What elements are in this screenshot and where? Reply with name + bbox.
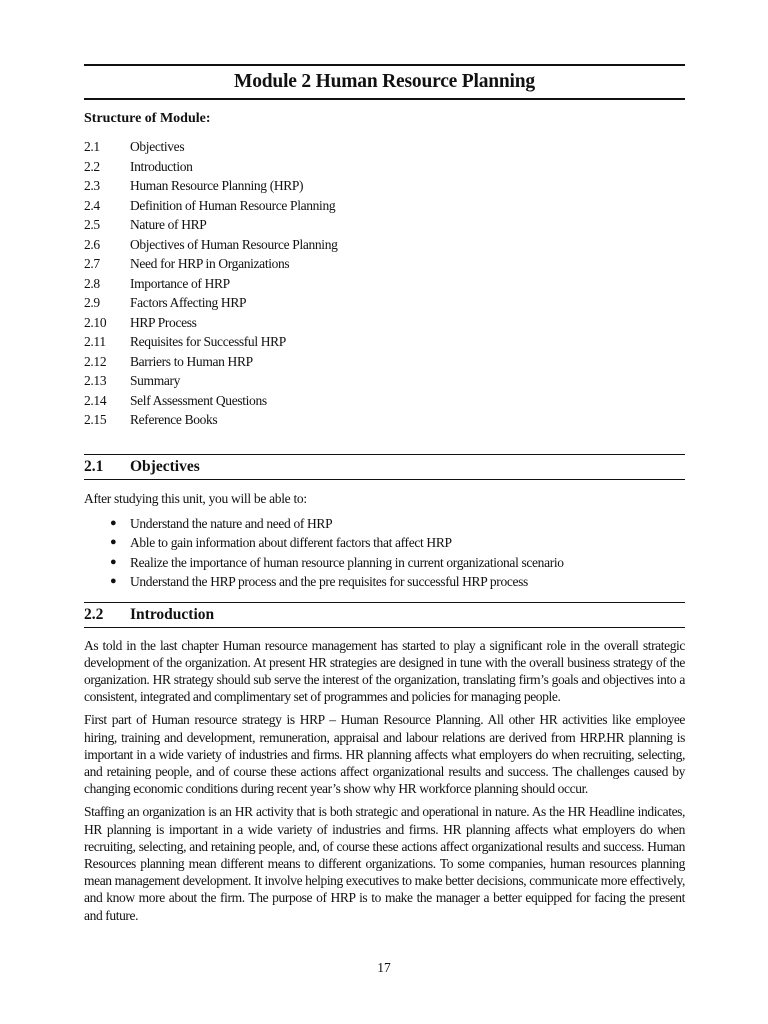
toc-item-label: Objectives of Human Resource Planning bbox=[130, 236, 338, 252]
toc-item-number: 2.14 bbox=[84, 392, 107, 408]
section-heading-objectives bbox=[84, 455, 685, 479]
list-item-text: Able to gain information about different factors that affect HRP bbox=[130, 535, 452, 550]
toc-item-label: HRP Process bbox=[130, 314, 197, 330]
toc-item-number: 2.1 bbox=[84, 139, 100, 154]
list-item-text: Understand the HRP process and the pre requisites for successful HRP process bbox=[130, 574, 528, 589]
toc-item-label: Self Assessment Questions bbox=[130, 392, 267, 408]
body-paragraph: As told in the last chapter Human resource management has started to play a significant role in the overall strategic development of the organization. At present HR strategies are designed in tune with the overall business strategy of the organization. HR strategy should sub serve the interest of the organization, translating firm’s goals and objectives into a consistent, integrated and complimentary set of programmes and policies for managing people. bbox=[84, 637, 685, 705]
body-paragraph: First part of Human resource strategy is HRP – Human Resource Planning. All other HR activities like employee hiring, training and development, remuneration, appraisal and labour relations are derived from HRP.HR planning is important in a wide variety of industries and firms. HR planning affects what employers do when recruiting, selecting, and retaining people, and of course these actions affect organizational results and success. The challenges caused by changing economic conditions during recent year’s show why HR workforce planning should occur. bbox=[84, 712, 685, 797]
bullet-icon: ● bbox=[110, 516, 117, 529]
section-number: 2.1 bbox=[84, 457, 104, 475]
document-page bbox=[84, 64, 685, 924]
module-contents-list bbox=[84, 137, 685, 430]
section-title: Introduction bbox=[130, 605, 215, 623]
toc-item-label: Definition of Human Resource Planning bbox=[130, 197, 336, 213]
toc-item bbox=[84, 274, 685, 294]
list-item bbox=[84, 553, 685, 573]
toc-item-number: 2.5 bbox=[84, 217, 100, 232]
body-paragraph: Staffing an organization is an HR activity that is both strategic and operational in nature. As the HR Headline indicates, HR planning is important in a wide variety of industries and firms. HR planning affects what employers do when recruiting, selecting, and retaining people, and, of course these actions affect organizational results and success. Human Resources planning mean different means to different organizations. To some companies, human resources planning mean management development. It involve helping executives to make better decisions, communicate more effectively, and know more about the firm. The purpose of HRP is to make the manager a better equipped for facing the present and future. bbox=[84, 804, 685, 923]
toc-item bbox=[84, 371, 685, 391]
toc-item-label: Need for HRP in Organizations bbox=[130, 256, 290, 271]
toc-item-label: Factors Affecting HRP bbox=[130, 295, 247, 310]
bullet-icon: ● bbox=[110, 555, 117, 568]
structure-heading: Structure of Module: bbox=[84, 111, 211, 126]
toc-item-number: 2.12 bbox=[84, 353, 107, 369]
toc-item-label: Summary bbox=[130, 373, 181, 388]
toc-item bbox=[84, 352, 685, 372]
toc-item-number: 2.8 bbox=[84, 275, 100, 291]
section-heading-introduction bbox=[84, 603, 685, 627]
toc-item-label: Objectives bbox=[130, 139, 185, 154]
bullet-icon: ● bbox=[110, 536, 117, 548]
title-bottom-rule bbox=[84, 98, 685, 100]
toc-item-number: 2.9 bbox=[84, 295, 100, 310]
list-item bbox=[84, 533, 685, 553]
list-item bbox=[84, 514, 685, 534]
toc-item bbox=[84, 176, 685, 196]
toc-item-number: 2.11 bbox=[84, 334, 106, 349]
toc-item-label: Introduction bbox=[130, 158, 193, 174]
toc-item bbox=[84, 157, 685, 177]
objectives-list bbox=[84, 514, 685, 592]
toc-item bbox=[84, 293, 685, 313]
list-item-text: Realize the importance of human resource planning in current organizational scenario bbox=[130, 554, 564, 570]
toc-item-number: 2.6 bbox=[84, 236, 100, 252]
toc-item-number: 2.7 bbox=[84, 256, 100, 271]
list-item bbox=[84, 572, 685, 592]
toc-item-label: Barriers to Human HRP bbox=[130, 353, 253, 369]
toc-item bbox=[84, 332, 685, 352]
section-number: 2.2 bbox=[84, 605, 104, 623]
objectives-intro: After studying this unit, you will be able to: bbox=[84, 490, 307, 506]
toc-item-label: Nature of HRP bbox=[130, 217, 207, 232]
page-number: 17 bbox=[377, 960, 391, 975]
toc-item-label: Reference Books bbox=[130, 412, 218, 427]
toc-item bbox=[84, 391, 685, 411]
toc-item bbox=[84, 313, 685, 333]
toc-item-label: Human Resource Planning (HRP) bbox=[130, 178, 304, 193]
toc-item-number: 2.15 bbox=[84, 412, 107, 427]
toc-item bbox=[84, 410, 685, 430]
toc-item-number: 2.3 bbox=[84, 178, 100, 193]
toc-item bbox=[84, 137, 685, 157]
toc-item-label: Requisites for Successful HRP bbox=[130, 334, 286, 349]
toc-item-number: 2.2 bbox=[84, 158, 100, 174]
toc-item bbox=[84, 215, 685, 235]
module-title: Module 2 Human Resource Planning bbox=[234, 71, 535, 92]
list-item-text: Understand the nature and need of HRP bbox=[130, 515, 333, 531]
toc-item-label: Importance of HRP bbox=[130, 275, 230, 291]
toc-item bbox=[84, 196, 685, 216]
section-title: Objectives bbox=[130, 457, 200, 475]
toc-item-number: 2.10 bbox=[84, 314, 107, 330]
toc-item bbox=[84, 235, 685, 255]
toc-item-number: 2.4 bbox=[84, 197, 100, 213]
toc-item bbox=[84, 254, 685, 274]
toc-item-number: 2.13 bbox=[84, 373, 107, 388]
bullet-icon: ● bbox=[110, 575, 117, 587]
section-bottom-rule bbox=[84, 479, 685, 480]
